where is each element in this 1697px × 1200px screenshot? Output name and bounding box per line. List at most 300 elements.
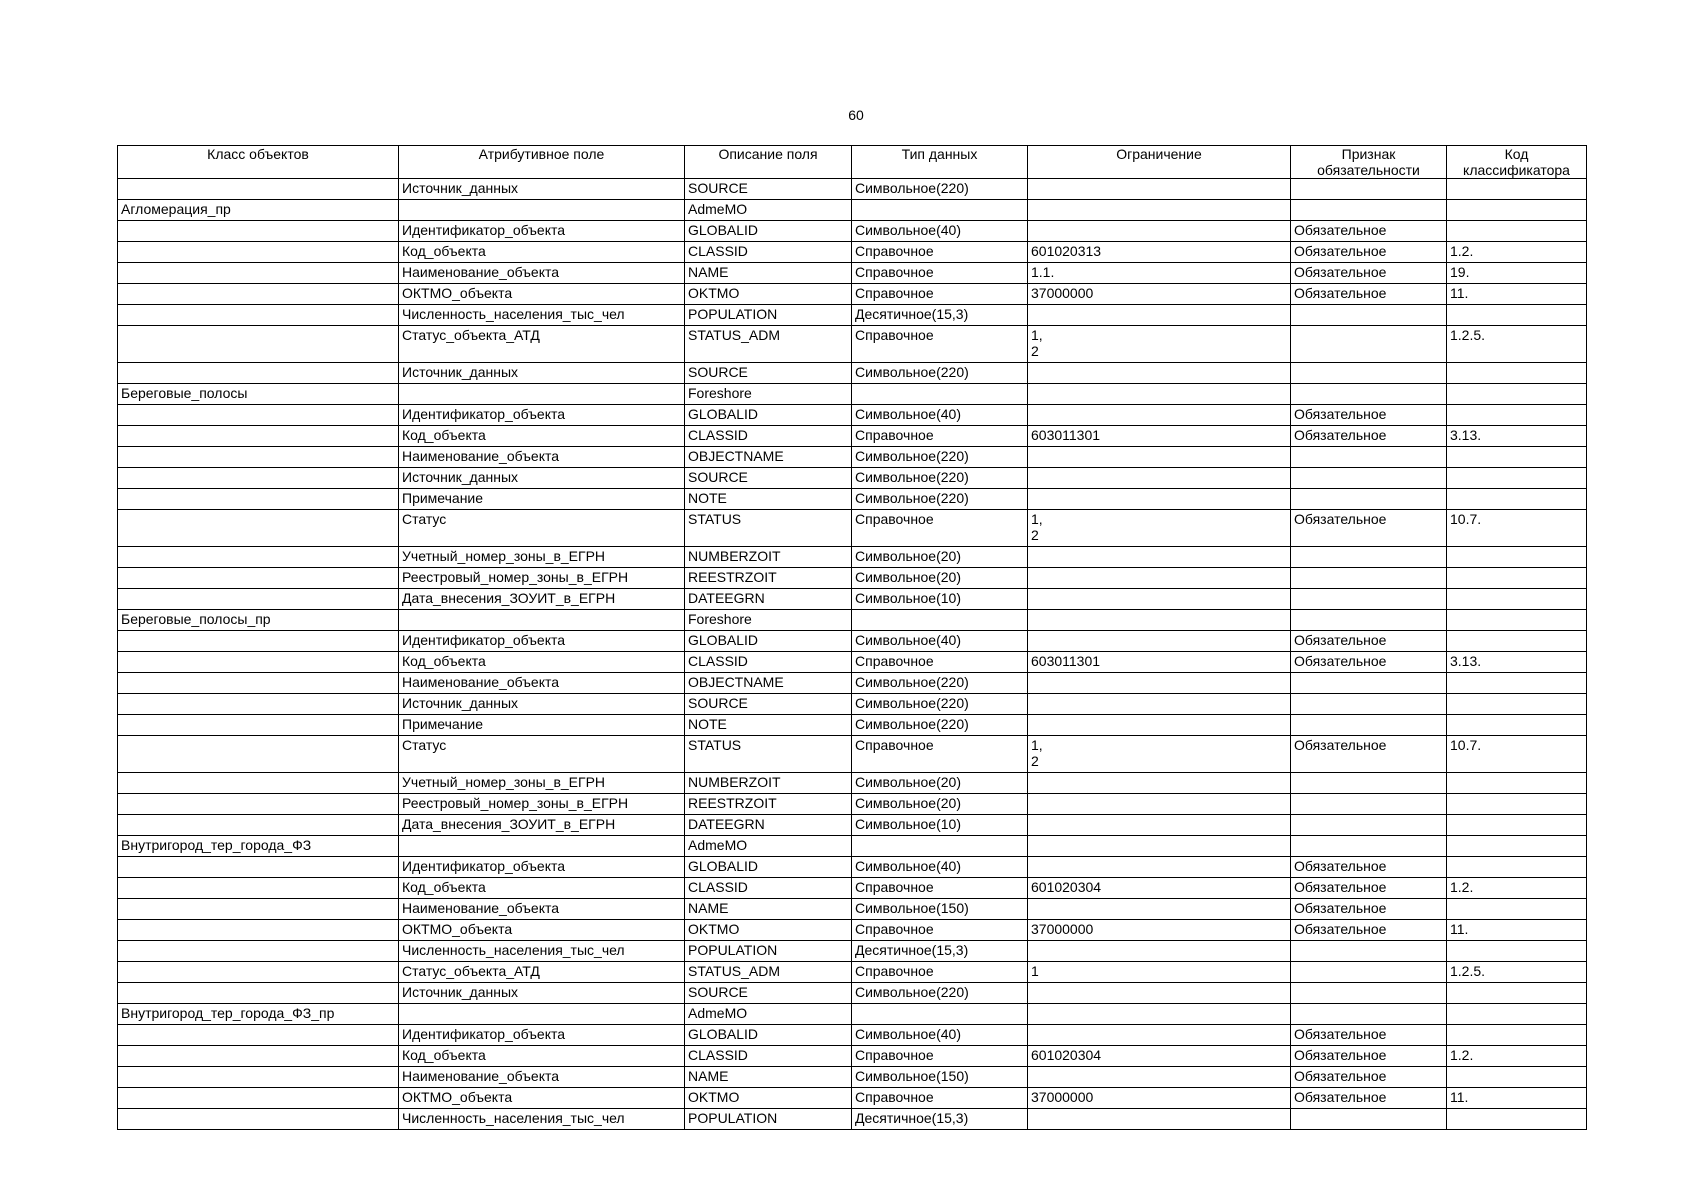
cell-field-description: STATUS_ADM <box>685 962 852 983</box>
cell-constraint <box>1028 547 1291 568</box>
table-row <box>118 836 1587 857</box>
cell-data-type: Справочное <box>852 1088 1028 1109</box>
cell-field-description: REESTRZOIT <box>685 794 852 815</box>
cell-required-flag: Обязательное <box>1291 405 1447 426</box>
cell-attribute-field: Наименование_объекта <box>399 899 685 920</box>
table-row <box>118 200 1587 221</box>
cell-field-description: AdmeMO <box>685 1004 852 1025</box>
cell-object-class <box>118 1109 399 1130</box>
table-row <box>118 652 1587 673</box>
cell-data-type: Справочное <box>852 736 1028 773</box>
cell-classifier-code <box>1447 715 1587 736</box>
cell-constraint: 1, 2 <box>1028 736 1291 773</box>
cell-classifier-code: 1.2.5. <box>1447 962 1587 983</box>
table-row <box>118 610 1587 631</box>
header-required-flag: Признак обязательности <box>1291 146 1447 179</box>
cell-classifier-code <box>1447 468 1587 489</box>
cell-data-type: Справочное <box>852 1046 1028 1067</box>
cell-object-class: Агломерация_пр <box>118 200 399 221</box>
table-row <box>118 326 1587 363</box>
table-row <box>118 221 1587 242</box>
cell-data-type: Справочное <box>852 326 1028 363</box>
cell-field-description: CLASSID <box>685 1046 852 1067</box>
cell-required-flag: Обязательное <box>1291 1025 1447 1046</box>
cell-object-class <box>118 263 399 284</box>
cell-data-type: Справочное <box>852 426 1028 447</box>
cell-attribute-field: Численность_населения_тыс_чел <box>399 305 685 326</box>
cell-required-flag <box>1291 941 1447 962</box>
cell-object-class <box>118 489 399 510</box>
cell-constraint <box>1028 815 1291 836</box>
cell-data-type: Символьное(40) <box>852 221 1028 242</box>
cell-constraint: 37000000 <box>1028 920 1291 941</box>
cell-field-description: SOURCE <box>685 179 852 200</box>
cell-classifier-code <box>1447 363 1587 384</box>
cell-object-class <box>118 715 399 736</box>
cell-constraint <box>1028 1067 1291 1088</box>
cell-constraint <box>1028 715 1291 736</box>
cell-attribute-field: Идентификатор_объекта <box>399 405 685 426</box>
table-row <box>118 384 1587 405</box>
cell-classifier-code <box>1447 631 1587 652</box>
cell-data-type: Справочное <box>852 242 1028 263</box>
cell-field-description: SOURCE <box>685 983 852 1004</box>
cell-object-class <box>118 284 399 305</box>
cell-constraint <box>1028 363 1291 384</box>
cell-attribute-field: ОКТМО_объекта <box>399 1088 685 1109</box>
cell-required-flag <box>1291 836 1447 857</box>
cell-field-description: POPULATION <box>685 305 852 326</box>
cell-constraint <box>1028 179 1291 200</box>
cell-classifier-code <box>1447 1109 1587 1130</box>
cell-field-description: OKTMO <box>685 284 852 305</box>
cell-attribute-field <box>399 384 685 405</box>
cell-object-class <box>118 468 399 489</box>
cell-constraint <box>1028 836 1291 857</box>
cell-constraint <box>1028 857 1291 878</box>
cell-field-description: GLOBALID <box>685 405 852 426</box>
cell-required-flag: Обязательное <box>1291 652 1447 673</box>
cell-attribute-field: ОКТМО_объекта <box>399 920 685 941</box>
cell-required-flag <box>1291 363 1447 384</box>
table-row <box>118 447 1587 468</box>
cell-object-class <box>118 920 399 941</box>
cell-field-description: DATEEGRN <box>685 589 852 610</box>
cell-constraint <box>1028 447 1291 468</box>
cell-classifier-code <box>1447 857 1587 878</box>
cell-object-class <box>118 983 399 1004</box>
cell-constraint: 1 <box>1028 962 1291 983</box>
cell-attribute-field: Код_объекта <box>399 878 685 899</box>
cell-data-type: Справочное <box>852 920 1028 941</box>
cell-data-type: Символьное(20) <box>852 773 1028 794</box>
table-row <box>118 694 1587 715</box>
cell-classifier-code <box>1447 200 1587 221</box>
cell-object-class <box>118 962 399 983</box>
cell-classifier-code <box>1447 384 1587 405</box>
cell-field-description: STATUS <box>685 736 852 773</box>
cell-classifier-code <box>1447 815 1587 836</box>
cell-data-type <box>852 610 1028 631</box>
cell-attribute-field <box>399 836 685 857</box>
header-constraint: Ограничение <box>1028 146 1291 179</box>
cell-object-class: Береговые_полосы_пр <box>118 610 399 631</box>
cell-object-class <box>118 1067 399 1088</box>
cell-required-flag <box>1291 610 1447 631</box>
cell-data-type: Символьное(220) <box>852 715 1028 736</box>
cell-field-description: NUMBERZOIT <box>685 547 852 568</box>
cell-field-description: GLOBALID <box>685 857 852 878</box>
cell-field-description: STATUS <box>685 510 852 547</box>
cell-object-class <box>118 426 399 447</box>
cell-object-class: Внутригород_тер_города_ФЗ_пр <box>118 1004 399 1025</box>
cell-constraint <box>1028 200 1291 221</box>
table-row <box>118 363 1587 384</box>
cell-data-type: Десятичное(15,3) <box>852 1109 1028 1130</box>
cell-data-type: Символьное(220) <box>852 363 1028 384</box>
cell-required-flag <box>1291 589 1447 610</box>
cell-data-type: Символьное(220) <box>852 179 1028 200</box>
cell-data-type: Символьное(150) <box>852 899 1028 920</box>
cell-constraint <box>1028 568 1291 589</box>
cell-constraint <box>1028 983 1291 1004</box>
cell-object-class <box>118 405 399 426</box>
table-row <box>118 736 1587 773</box>
cell-attribute-field: Дата_внесения_ЗОУИТ_в_ЕГРН <box>399 589 685 610</box>
cell-classifier-code <box>1447 1025 1587 1046</box>
cell-required-flag <box>1291 794 1447 815</box>
cell-attribute-field <box>399 200 685 221</box>
cell-constraint <box>1028 631 1291 652</box>
cell-required-flag: Обязательное <box>1291 221 1447 242</box>
cell-attribute-field: Код_объекта <box>399 242 685 263</box>
cell-field-description: NAME <box>685 263 852 284</box>
table-row <box>118 773 1587 794</box>
cell-attribute-field: Статус <box>399 736 685 773</box>
cell-object-class <box>118 363 399 384</box>
cell-field-description: CLASSID <box>685 426 852 447</box>
cell-constraint: 601020313 <box>1028 242 1291 263</box>
cell-field-description: DATEEGRN <box>685 815 852 836</box>
cell-constraint <box>1028 1109 1291 1130</box>
cell-data-type: Десятичное(15,3) <box>852 941 1028 962</box>
cell-classifier-code: 1.2. <box>1447 242 1587 263</box>
cell-constraint <box>1028 305 1291 326</box>
cell-data-type: Справочное <box>852 652 1028 673</box>
cell-attribute-field: Идентификатор_объекта <box>399 1025 685 1046</box>
cell-field-description: NOTE <box>685 715 852 736</box>
cell-object-class <box>118 1046 399 1067</box>
cell-attribute-field: Примечание <box>399 715 685 736</box>
table-row <box>118 920 1587 941</box>
table-body <box>118 179 1587 1130</box>
cell-data-type: Символьное(220) <box>852 447 1028 468</box>
cell-data-type <box>852 836 1028 857</box>
cell-constraint <box>1028 589 1291 610</box>
cell-required-flag <box>1291 1109 1447 1130</box>
cell-required-flag: Обязательное <box>1291 631 1447 652</box>
attribute-table <box>117 145 1587 1130</box>
cell-field-description: NAME <box>685 1067 852 1088</box>
cell-object-class <box>118 589 399 610</box>
cell-constraint <box>1028 610 1291 631</box>
cell-constraint: 1.1. <box>1028 263 1291 284</box>
cell-attribute-field: Статус_объекта_АТД <box>399 962 685 983</box>
cell-data-type: Справочное <box>852 510 1028 547</box>
cell-classifier-code <box>1447 941 1587 962</box>
cell-attribute-field: Код_объекта <box>399 652 685 673</box>
cell-field-description: POPULATION <box>685 1109 852 1130</box>
cell-required-flag: Обязательное <box>1291 242 1447 263</box>
table-row <box>118 510 1587 547</box>
cell-constraint <box>1028 694 1291 715</box>
cell-object-class <box>118 242 399 263</box>
cell-object-class <box>118 631 399 652</box>
cell-field-description: POPULATION <box>685 941 852 962</box>
cell-object-class <box>118 694 399 715</box>
cell-field-description: OBJECTNAME <box>685 673 852 694</box>
cell-data-type: Символьное(40) <box>852 631 1028 652</box>
cell-classifier-code <box>1447 673 1587 694</box>
cell-object-class <box>118 815 399 836</box>
cell-classifier-code <box>1447 489 1587 510</box>
cell-required-flag: Обязательное <box>1291 899 1447 920</box>
cell-attribute-field: Источник_данных <box>399 983 685 1004</box>
cell-data-type: Символьное(40) <box>852 1025 1028 1046</box>
cell-constraint <box>1028 794 1291 815</box>
cell-data-type: Символьное(220) <box>852 489 1028 510</box>
cell-constraint: 1, 2 <box>1028 326 1291 363</box>
table-row <box>118 1025 1587 1046</box>
cell-required-flag: Обязательное <box>1291 1046 1447 1067</box>
table-row <box>118 589 1587 610</box>
cell-object-class <box>118 773 399 794</box>
cell-object-class <box>118 568 399 589</box>
table-row <box>118 263 1587 284</box>
cell-required-flag: Обязательное <box>1291 426 1447 447</box>
cell-data-type: Символьное(20) <box>852 794 1028 815</box>
cell-object-class <box>118 326 399 363</box>
cell-constraint <box>1028 489 1291 510</box>
cell-attribute-field: ОКТМО_объекта <box>399 284 685 305</box>
cell-attribute-field: Численность_населения_тыс_чел <box>399 941 685 962</box>
cell-field-description: CLASSID <box>685 878 852 899</box>
cell-required-flag <box>1291 468 1447 489</box>
cell-data-type: Символьное(10) <box>852 589 1028 610</box>
cell-field-description: NUMBERZOIT <box>685 773 852 794</box>
cell-required-flag: Обязательное <box>1291 736 1447 773</box>
table-row <box>118 794 1587 815</box>
cell-field-description: SOURCE <box>685 363 852 384</box>
table-row <box>118 179 1587 200</box>
cell-object-class <box>118 899 399 920</box>
table-row <box>118 284 1587 305</box>
cell-classifier-code <box>1447 221 1587 242</box>
cell-data-type: Десятичное(15,3) <box>852 305 1028 326</box>
cell-required-flag <box>1291 200 1447 221</box>
cell-attribute-field <box>399 1004 685 1025</box>
cell-required-flag <box>1291 179 1447 200</box>
cell-classifier-code: 10.7. <box>1447 510 1587 547</box>
table-row <box>118 489 1587 510</box>
header-field-description: Описание поля <box>685 146 852 179</box>
cell-field-description: AdmeMO <box>685 200 852 221</box>
cell-attribute-field: Наименование_объекта <box>399 447 685 468</box>
cell-constraint: 601020304 <box>1028 878 1291 899</box>
cell-constraint: 1, 2 <box>1028 510 1291 547</box>
cell-classifier-code <box>1447 836 1587 857</box>
cell-attribute-field: Реестровый_номер_зоны_в_ЕГРН <box>399 568 685 589</box>
cell-classifier-code <box>1447 1004 1587 1025</box>
cell-data-type: Справочное <box>852 284 1028 305</box>
cell-required-flag <box>1291 305 1447 326</box>
table-row <box>118 426 1587 447</box>
cell-object-class <box>118 1088 399 1109</box>
cell-field-description: OKTMO <box>685 920 852 941</box>
cell-classifier-code: 1.2. <box>1447 878 1587 899</box>
cell-data-type <box>852 1004 1028 1025</box>
cell-required-flag <box>1291 694 1447 715</box>
cell-constraint <box>1028 221 1291 242</box>
cell-attribute-field: Дата_внесения_ЗОУИТ_в_ЕГРН <box>399 815 685 836</box>
cell-object-class <box>118 941 399 962</box>
cell-field-description: GLOBALID <box>685 1025 852 1046</box>
cell-object-class <box>118 547 399 568</box>
cell-constraint <box>1028 1004 1291 1025</box>
cell-object-class <box>118 221 399 242</box>
cell-classifier-code <box>1447 447 1587 468</box>
table-row <box>118 983 1587 1004</box>
table-row <box>118 568 1587 589</box>
table-header-row <box>118 146 1587 179</box>
cell-constraint: 37000000 <box>1028 1088 1291 1109</box>
cell-required-flag <box>1291 326 1447 363</box>
cell-attribute-field: Источник_данных <box>399 694 685 715</box>
cell-field-description: CLASSID <box>685 652 852 673</box>
cell-attribute-field: Источник_данных <box>399 468 685 489</box>
cell-attribute-field: Учетный_номер_зоны_в_ЕГРН <box>399 773 685 794</box>
cell-object-class <box>118 447 399 468</box>
cell-classifier-code <box>1447 179 1587 200</box>
cell-data-type: Символьное(20) <box>852 568 1028 589</box>
cell-required-flag: Обязательное <box>1291 284 1447 305</box>
cell-attribute-field: Код_объекта <box>399 426 685 447</box>
cell-field-description: GLOBALID <box>685 221 852 242</box>
header-classifier-code: Код классификатора <box>1447 146 1587 179</box>
cell-required-flag <box>1291 489 1447 510</box>
cell-object-class <box>118 305 399 326</box>
cell-required-flag <box>1291 447 1447 468</box>
cell-required-flag <box>1291 673 1447 694</box>
table-row <box>118 715 1587 736</box>
cell-classifier-code <box>1447 694 1587 715</box>
cell-object-class <box>118 510 399 547</box>
cell-field-description: Foreshore <box>685 610 852 631</box>
cell-constraint: 37000000 <box>1028 284 1291 305</box>
cell-attribute-field: Численность_населения_тыс_чел <box>399 1109 685 1130</box>
cell-required-flag: Обязательное <box>1291 857 1447 878</box>
header-data-type: Тип данных <box>852 146 1028 179</box>
cell-object-class: Береговые_полосы <box>118 384 399 405</box>
table-row <box>118 1046 1587 1067</box>
cell-classifier-code <box>1447 589 1587 610</box>
table-row <box>118 673 1587 694</box>
table-row <box>118 1088 1587 1109</box>
cell-constraint <box>1028 405 1291 426</box>
cell-field-description: AdmeMO <box>685 836 852 857</box>
table-row <box>118 1004 1587 1025</box>
cell-required-flag: Обязательное <box>1291 878 1447 899</box>
cell-data-type: Символьное(220) <box>852 983 1028 1004</box>
page-number: 60 <box>848 107 864 123</box>
cell-data-type: Символьное(220) <box>852 694 1028 715</box>
cell-field-description: OBJECTNAME <box>685 447 852 468</box>
cell-required-flag <box>1291 384 1447 405</box>
cell-classifier-code: 11. <box>1447 1088 1587 1109</box>
cell-required-flag <box>1291 815 1447 836</box>
cell-required-flag <box>1291 1004 1447 1025</box>
cell-object-class <box>118 736 399 773</box>
cell-object-class: Внутригород_тер_города_ФЗ <box>118 836 399 857</box>
cell-attribute-field: Идентификатор_объекта <box>399 221 685 242</box>
table-row <box>118 631 1587 652</box>
cell-data-type <box>852 200 1028 221</box>
cell-object-class <box>118 794 399 815</box>
cell-classifier-code: 19. <box>1447 263 1587 284</box>
cell-required-flag: Обязательное <box>1291 1088 1447 1109</box>
cell-constraint: 601020304 <box>1028 1046 1291 1067</box>
cell-attribute-field: Примечание <box>399 489 685 510</box>
cell-required-flag: Обязательное <box>1291 510 1447 547</box>
cell-constraint <box>1028 1025 1291 1046</box>
table-row <box>118 305 1587 326</box>
table-row <box>118 857 1587 878</box>
cell-field-description: STATUS_ADM <box>685 326 852 363</box>
cell-data-type: Символьное(40) <box>852 857 1028 878</box>
cell-attribute-field: Источник_данных <box>399 363 685 384</box>
cell-required-flag <box>1291 962 1447 983</box>
cell-attribute-field: Идентификатор_объекта <box>399 857 685 878</box>
cell-data-type: Символьное(10) <box>852 815 1028 836</box>
cell-required-flag <box>1291 715 1447 736</box>
cell-data-type: Справочное <box>852 962 1028 983</box>
cell-required-flag <box>1291 773 1447 794</box>
cell-required-flag <box>1291 568 1447 589</box>
cell-constraint <box>1028 384 1291 405</box>
cell-object-class <box>118 673 399 694</box>
table-row <box>118 962 1587 983</box>
cell-attribute-field: Статус <box>399 510 685 547</box>
cell-field-description: CLASSID <box>685 242 852 263</box>
cell-constraint: 603011301 <box>1028 426 1291 447</box>
cell-classifier-code <box>1447 547 1587 568</box>
cell-object-class <box>118 878 399 899</box>
cell-attribute-field: Наименование_объекта <box>399 673 685 694</box>
cell-classifier-code <box>1447 568 1587 589</box>
cell-data-type: Символьное(220) <box>852 468 1028 489</box>
cell-constraint <box>1028 773 1291 794</box>
cell-data-type: Справочное <box>852 878 1028 899</box>
cell-required-flag: Обязательное <box>1291 1067 1447 1088</box>
cell-data-type: Символьное(150) <box>852 1067 1028 1088</box>
cell-constraint <box>1028 673 1291 694</box>
cell-field-description: Foreshore <box>685 384 852 405</box>
cell-field-description: NAME <box>685 899 852 920</box>
cell-attribute-field: Код_объекта <box>399 1046 685 1067</box>
cell-field-description: OKTMO <box>685 1088 852 1109</box>
cell-classifier-code <box>1447 1067 1587 1088</box>
cell-field-description: SOURCE <box>685 694 852 715</box>
